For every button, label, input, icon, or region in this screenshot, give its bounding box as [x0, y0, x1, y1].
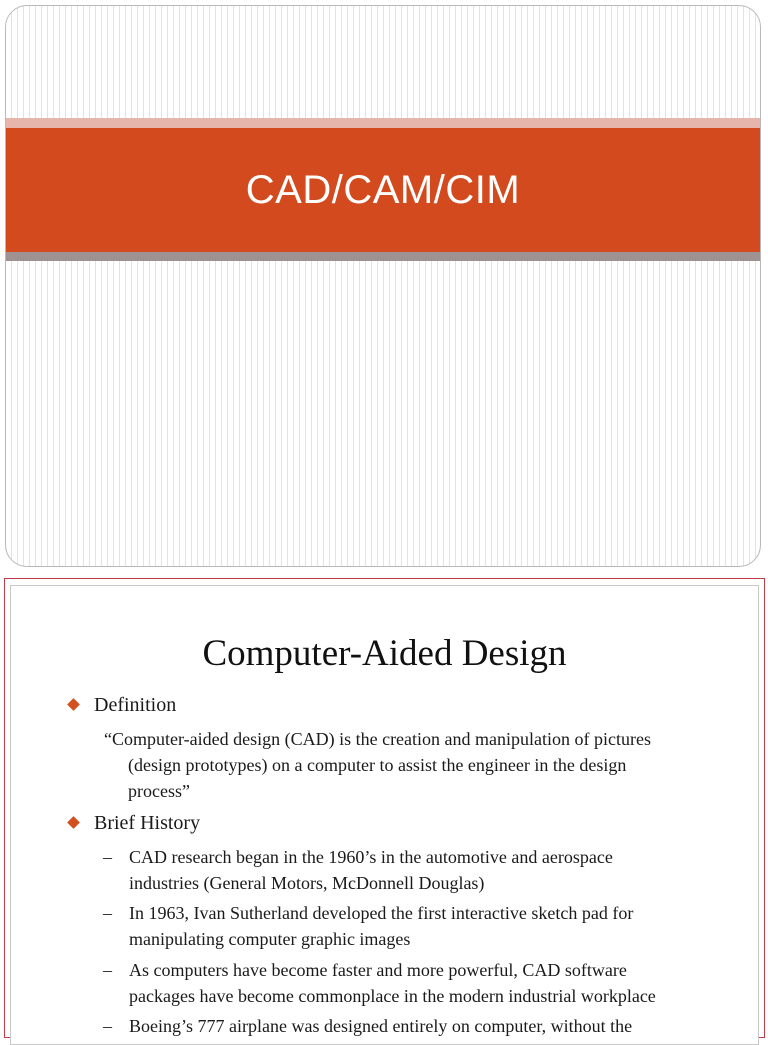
history-item [103, 957, 656, 1009]
title-slide [5, 5, 761, 567]
diamond-bullet-icon [67, 698, 80, 711]
history-item-line: In 1963, Ivan Sutherland developed the first interactive sketch pad for [129, 903, 634, 923]
dash-marker: – [103, 1016, 112, 1036]
history-item-line: industries (General Motors, McDonnell Douglas) [129, 873, 485, 893]
slide-title: CAD/CAM/CIM [245, 167, 521, 212]
accent-strip-top [6, 118, 760, 128]
bullet-definition: Definition [94, 694, 177, 716]
history-item-line: As computers have become faster and more powerful, CAD software [129, 960, 627, 980]
dash-marker: – [103, 960, 112, 980]
content-slide-frame [10, 585, 759, 1045]
bullet-brief-history: Brief History [94, 812, 201, 834]
quote-line: process” [128, 781, 190, 801]
history-item-line: Boeing’s 777 airplane was designed entirely on computer, without the [129, 1016, 633, 1036]
history-item-line: packages have become commonplace in the modern industrial workplace [129, 986, 656, 1006]
content-slide [4, 578, 765, 1038]
dash-marker: – [103, 903, 112, 923]
history-item-line: manipulating computer graphic images [129, 929, 411, 949]
quote-line: (design prototypes) on a computer to assist the engineer in the design [128, 755, 627, 775]
dash-marker: – [103, 847, 112, 867]
history-item [103, 844, 613, 896]
history-item [103, 900, 634, 952]
history-item-line: CAD research began in the 1960’s in the automotive and aerospace [129, 847, 613, 867]
history-item [103, 1013, 633, 1039]
definition-quote [104, 726, 651, 804]
accent-strip-bottom [6, 252, 760, 261]
content-slide-title: Computer-Aided Design [202, 633, 567, 674]
quote-line: “Computer-aided design (CAD) is the creation and manipulation of pictures [104, 729, 651, 749]
diamond-bullet-icon [67, 816, 80, 829]
title-band [6, 128, 760, 252]
